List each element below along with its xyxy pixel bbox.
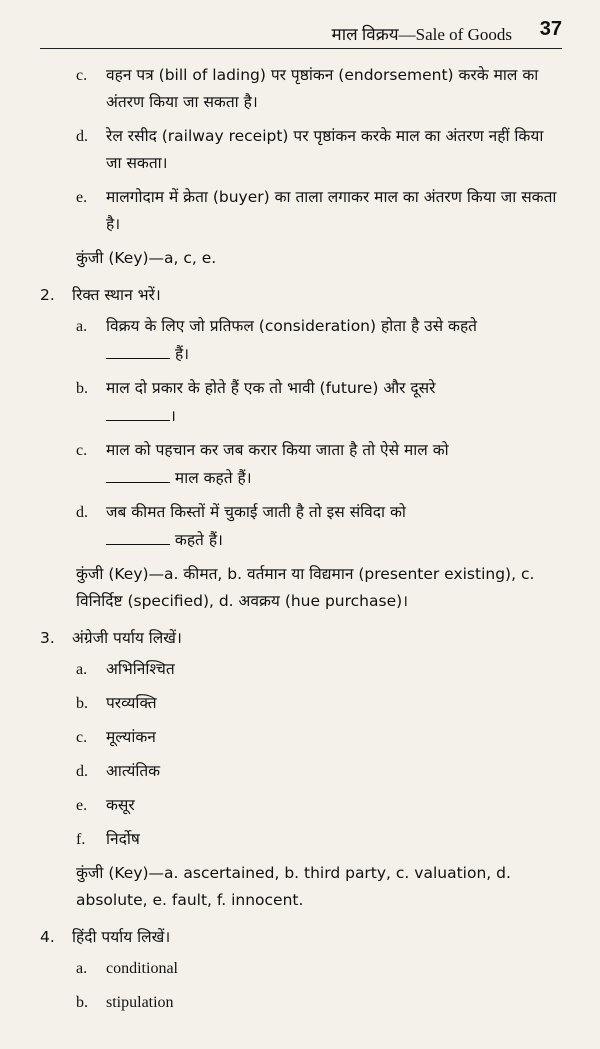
fill-blank xyxy=(106,526,170,545)
list-item: f. निर्दोष xyxy=(76,830,140,848)
list-item: c. माल को पहचान कर जब करार किया जाता है तो ऐसे माल को माल कहते हैं। xyxy=(76,441,449,487)
list-item: d. आत्यंतिक xyxy=(76,762,161,780)
list-item: b. माल दो प्रकार के होते हैं एक तो भावी (future) और दूसरे । xyxy=(76,379,436,425)
list-item: a. अभिनिश्चित xyxy=(76,660,175,678)
list-item: b. परव्यक्ति xyxy=(76,694,157,712)
list-item: a. conditional xyxy=(76,960,178,977)
list-item: d. रेल रसीद (railway receipt) पर पृष्ठांकन करके माल का अंतरण नहीं किया जा सकता। xyxy=(76,127,544,172)
page-number: 37 xyxy=(539,18,562,40)
answer-key: कुंजी (Key)—a, c, e. xyxy=(76,249,217,267)
list-item: e. मालगोदाम में क्रेता (buyer) का ताला लगाकर माल का अंतरण किया जा सकता है। xyxy=(76,188,557,233)
chapter-title: माल विक्रय—Sale of Goods xyxy=(331,25,512,44)
answer-key: कुंजी (Key)—a. कीमत, b. वर्तमान या विद्यमान (presenter existing), c. विनिर्दिष्ट (specified), d. अवक्रय (hue purchase)। xyxy=(76,565,535,610)
list-item: b. stipulation xyxy=(76,994,174,1011)
list-item: d. जब कीमत किस्तों में चुकाई जाती है तो इस संविदा को कहते हैं। xyxy=(76,503,406,549)
list-item: a. विक्रय के लिए जो प्रतिफल (consideration) होता है उसे कहते हैं। xyxy=(76,317,478,363)
answer-key: कुंजी (Key)—a. ascertained, b. third party, c. valuation, d. absolute, e. fault, f. innocent. xyxy=(76,864,511,909)
question-heading: 4. हिंदी पर्याय लिखें। xyxy=(40,928,171,946)
question-heading: 3. अंग्रेजी पर्याय लिखें। xyxy=(40,629,182,647)
list-item: c. मूल्यांकन xyxy=(76,728,156,746)
page-content xyxy=(40,62,562,1023)
list-item: c. वहन पत्र (bill of lading) पर पृष्ठांकन (endorsement) करके माल का अंतरण किया जा सकता है। xyxy=(76,66,539,111)
question-heading: 2. रिक्त स्थान भरें। xyxy=(40,286,161,304)
page-header xyxy=(40,20,562,49)
fill-blank xyxy=(106,464,170,483)
fill-blank xyxy=(106,340,170,359)
fill-blank xyxy=(106,402,170,421)
list-item: e. कसूर xyxy=(76,796,135,814)
